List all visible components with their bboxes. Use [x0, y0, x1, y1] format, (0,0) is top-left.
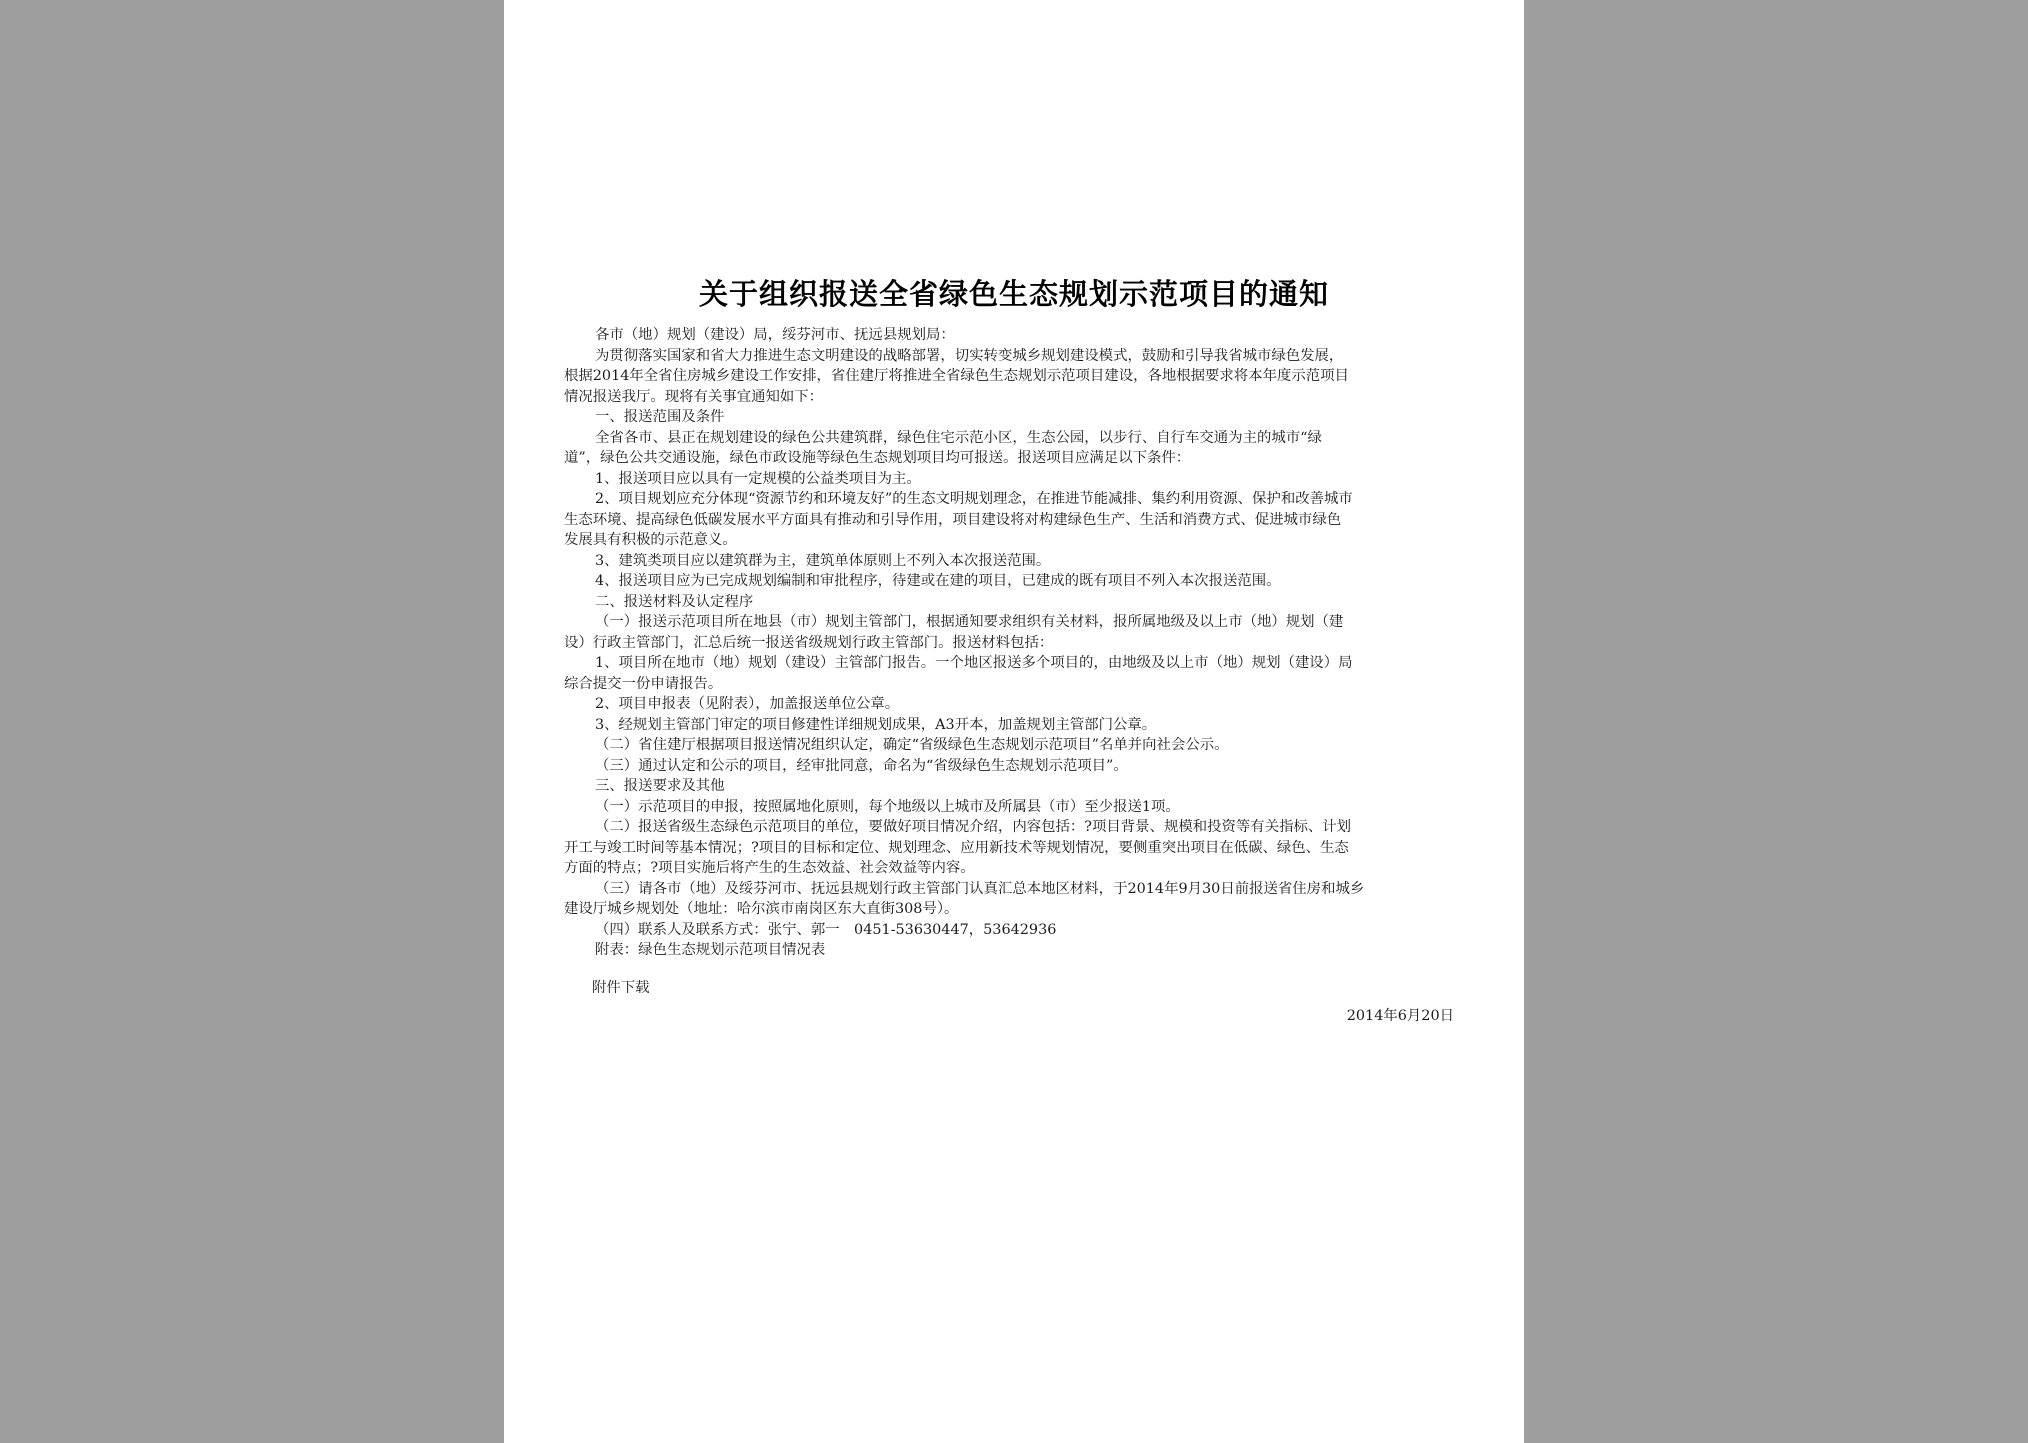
- paragraph-line: 一、报送范围及条件: [595, 409, 725, 425]
- document-date: 2014年6月20日: [1346, 1008, 1454, 1024]
- paragraph-line: （一）报送示范项目所在地县（市）规划主管部门，根据通知要求组织有关材料，报所属地级及以上市（地）规划（建: [595, 614, 1344, 630]
- paragraph-line: 1、报送项目应以具有一定规模的公益类项目为主。: [595, 470, 921, 487]
- paragraph-line: 方面的特点；?项目实施后将产生的生态效益、社会效益等内容。: [564, 860, 975, 876]
- paragraph-line: 发展具有积极的示范意义。: [564, 532, 737, 548]
- attachment-download-link[interactable]: 附件下载: [592, 980, 650, 996]
- paragraph-line: 建设厅城乡规划处（地址：哈尔滨市南岗区东大直街308号）。: [564, 901, 959, 917]
- paragraph-line: 道”，绿色公共交通设施，绿色市政设施等绿色生态规划项目均可报送。报送项目应满足以下条件：: [564, 450, 1191, 466]
- paragraph-line: 4、报送项目应为已完成规划编制和审批程序，待建或在建的项目，已建成的既有项目不列入本次报送范围。: [595, 573, 1281, 589]
- paragraph-line: （二）省住建厅根据项目报送情况组织认定，确定“省级绿色生态规划示范项目”名单并向社会公示。: [595, 737, 1229, 753]
- paragraph-line: 各市（地）规划（建设）局，绥芬河市、抚远县规划局：: [595, 327, 955, 343]
- paragraph-line: 为贯彻落实国家和省大力推进生态文明建设的战略部署，切实转变城乡规划建设模式，鼓励和引导我省城市绿色发展，: [595, 347, 1344, 364]
- document-title: 关于组织报送全省绿色生态规划示范项目的通知: [698, 277, 1329, 311]
- paragraph-line: 3、建筑类项目应以建筑群为主，建筑单体原则上不列入本次报送范围。: [595, 552, 1051, 569]
- paragraph-line: 根据2014年全省住房城乡建设工作安排，省住建厅将推进全省绿色生态规划示范项目建设，各地根据要求将本年度示范项目: [564, 368, 1349, 384]
- paragraph-line: （三）请各市（地）及绥芬河市、抚远县规划行政主管部门认真汇总本地区材料，于2014年9月30日前报送省住房和城乡: [595, 880, 1365, 897]
- document-body: [564, 325, 1464, 961]
- paragraph-line: 2、项目申报表（见附表），加盖报送单位公章。: [595, 696, 900, 712]
- paragraph-line: （四）联系人及联系方式：张宁、郭一 0451-53630447，53642936: [595, 921, 1057, 938]
- paragraph-line: 1、项目所在地市（地）规划（建设）主管部门报告。一个地区报送多个项目的，由地级及以上市（地）规划（建设）局: [595, 655, 1353, 671]
- paragraph-line: 二、报送材料及认定程序: [595, 593, 754, 610]
- paragraph-line: 三、报送要求及其他: [595, 778, 725, 794]
- paragraph-line: 3、经规划主管部门审定的项目修建性详细规划成果，A3开本，加盖规划主管部门公章。: [595, 716, 1157, 733]
- paragraph-line: 情况报送我厅。现将有关事宜通知如下：: [564, 388, 824, 405]
- paragraph-line: （一）示范项目的申报，按照属地化原则，每个地级以上城市及所属县（市）至少报送1项。: [595, 798, 1180, 815]
- paragraph-line: （二）报送省级生态绿色示范项目的单位，要做好项目情况介绍，内容包括：?项目背景、规模和投资等有关指标、计划: [595, 819, 1352, 835]
- paragraph-line: 生态环境、提高绿色低碳发展水平方面具有推动和引导作用，项目建设将对构建绿色生产、生活和消费方式、促进城市绿色: [564, 511, 1342, 528]
- paragraph-line: 附表：绿色生态规划示范项目情况表: [595, 942, 826, 958]
- paragraph-line: 开工与竣工时间等基本情况；?项目的目标和定位、规划理念、应用新技术等规划情况，要侧重突出项目在低碳、绿色、生态: [564, 839, 1349, 856]
- paragraph-line: （三）通过认定和公示的项目，经审批同意，命名为“省级绿色生态规划示范项目”。: [595, 757, 1128, 774]
- paragraph-line: 设）行政主管部门，汇总后统一报送省级规划行政主管部门。报送材料包括：: [564, 634, 1054, 651]
- paragraph-line: 综合提交一份申请报告。: [564, 675, 723, 692]
- document-page: [504, 0, 1524, 1443]
- paragraph-line: 全省各市、县正在规划建设的绿色公共建筑群，绿色住宅示范小区，生态公园，以步行、自行车交通为主的城市“绿: [595, 429, 1322, 446]
- paragraph-line: 2、项目规划应充分体现“资源节约和环境友好”的生态文明规划理念，在推进节能减排、集约利用资源、保护和改善城市: [595, 491, 1353, 507]
